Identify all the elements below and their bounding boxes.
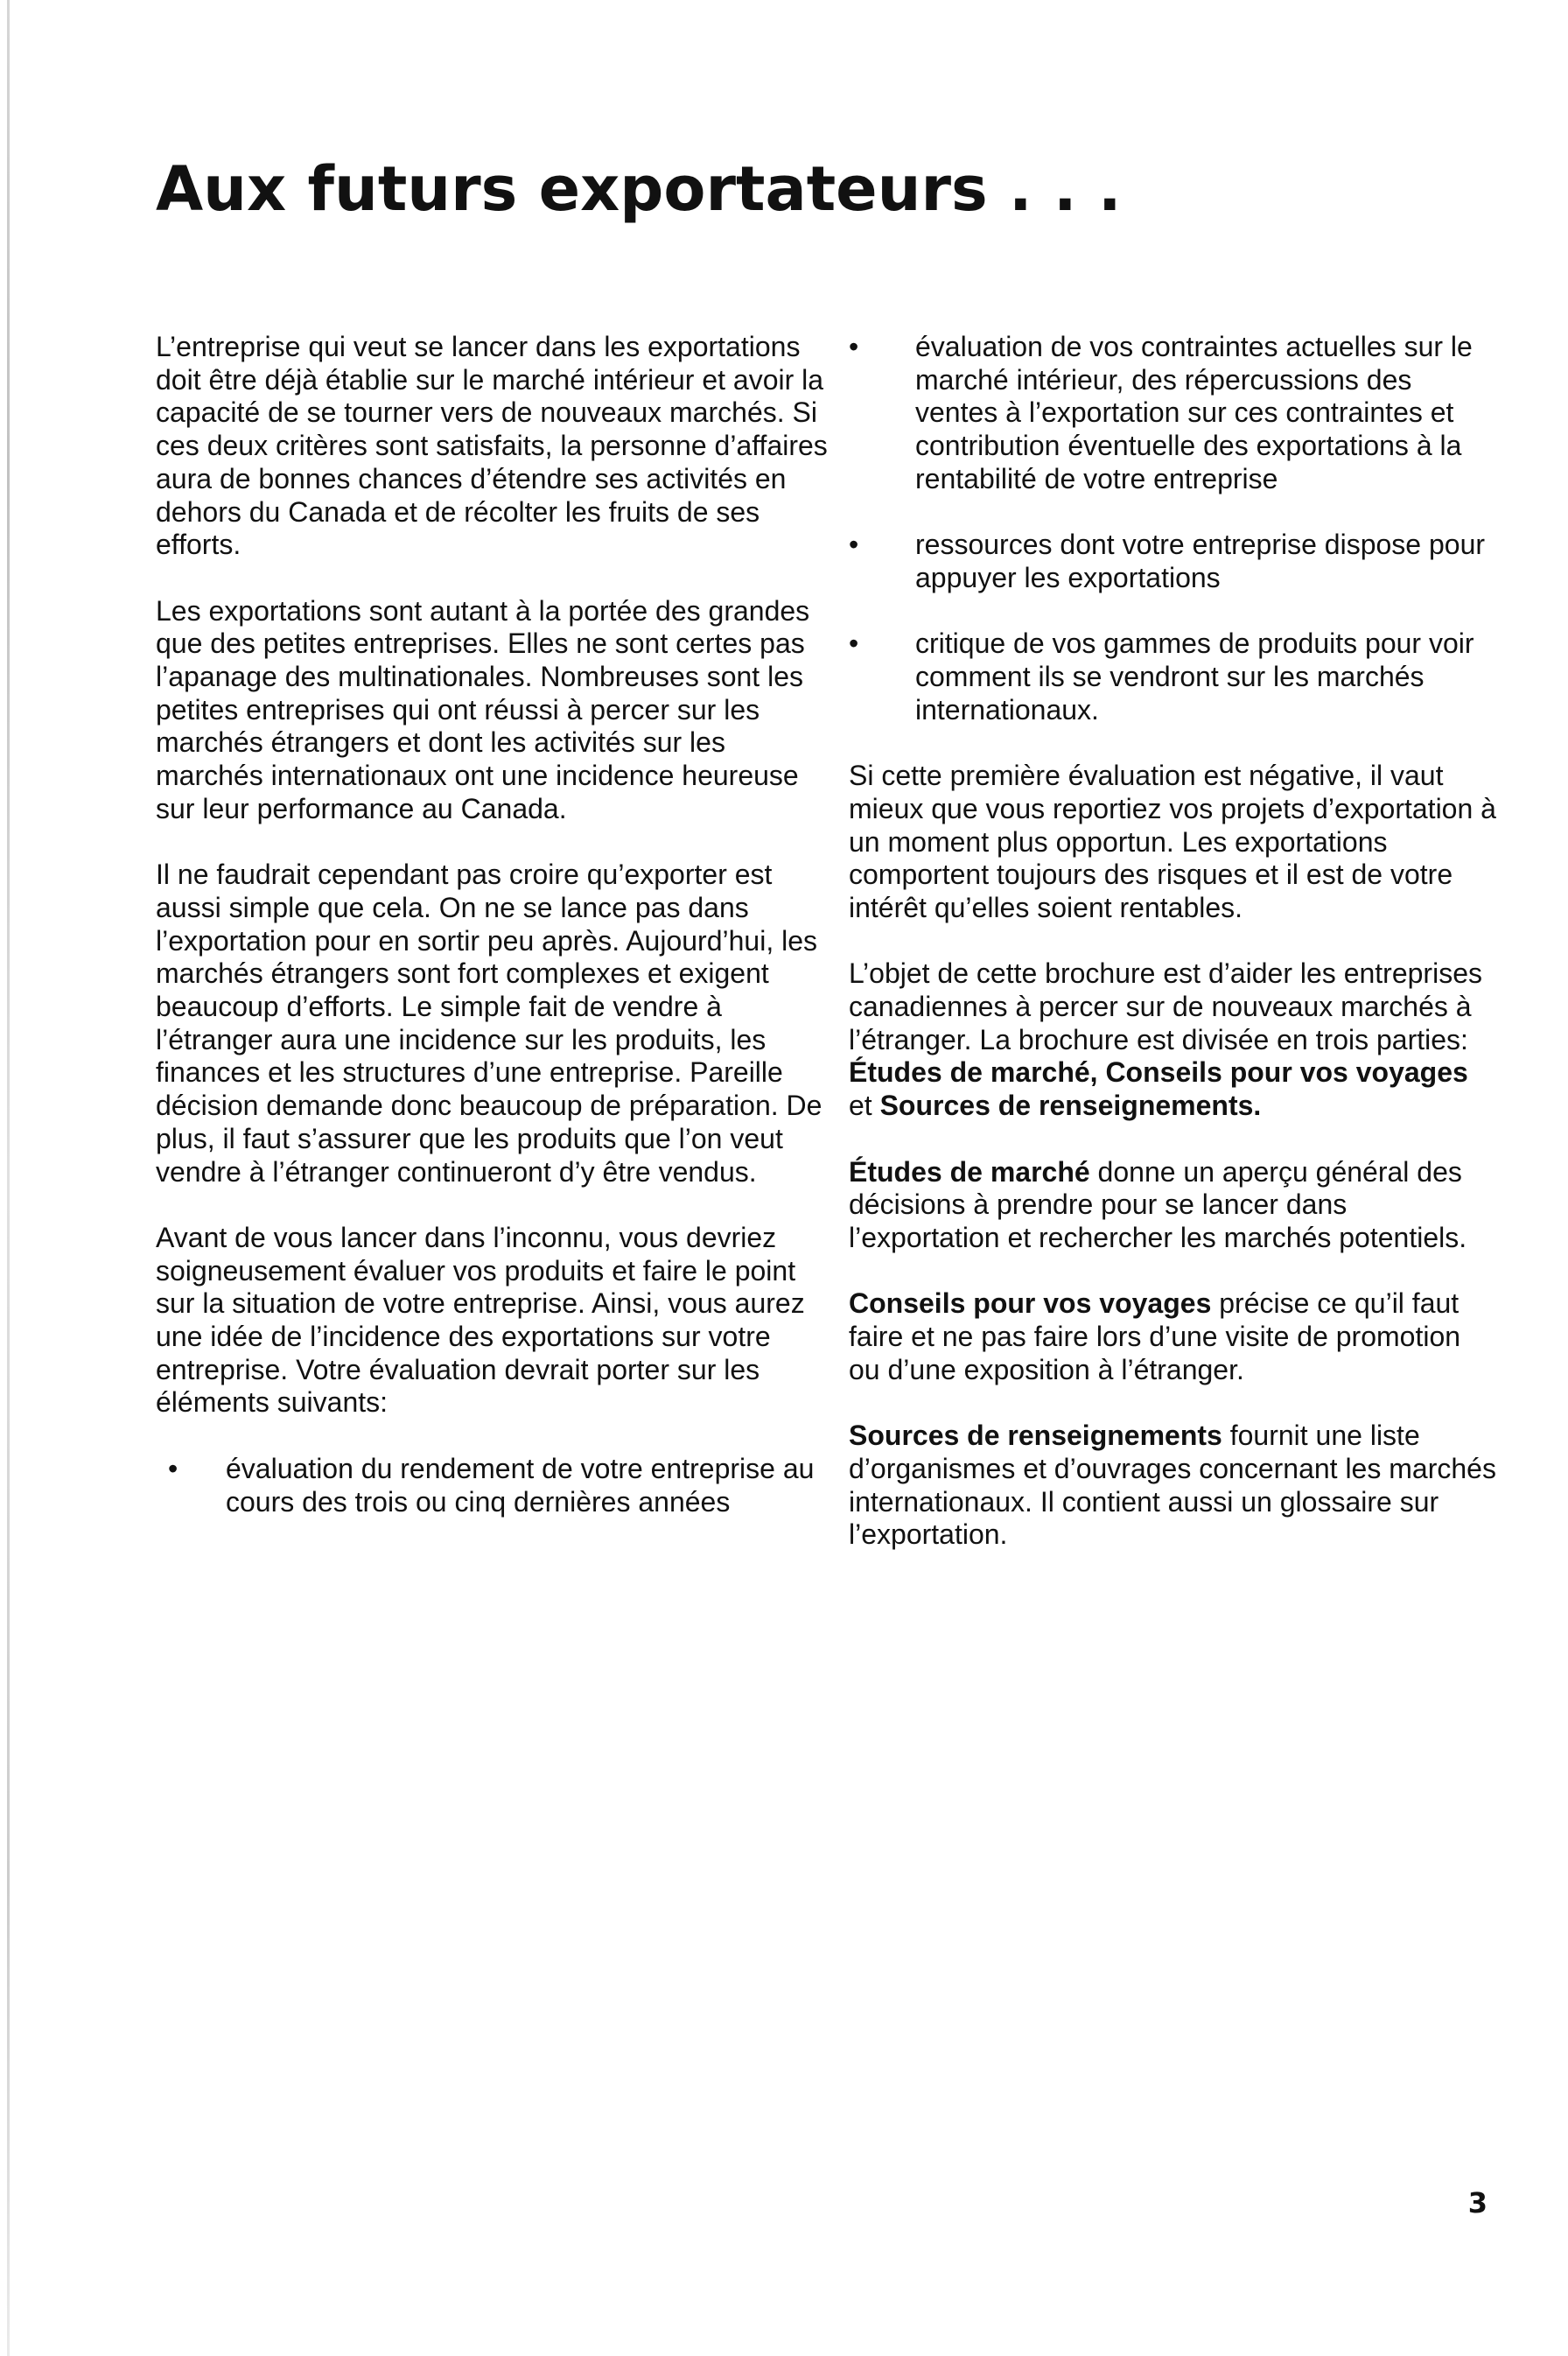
paragraph-evaluation: Avant de vous lancer dans l’inconnu, vous devriez soigneusement évaluer vos produits et faire le point sur la situation de votre entreprise. Ainsi, vous aurez une idée de l’incidence des exportations sur votre entreprise. Votre évaluation devrait porter sur les éléments suivants: bbox=[156, 1221, 805, 1419]
right-column bbox=[849, 331, 1496, 1585]
paragraph-negative-evaluation: Si cette première évaluation est négative, il vaut mieux que vous reportiez vos projets d’exportation à un moment plus opportun. Les exportations comportent toujours des risques et il est de votre intérêt qu’elles soient rentables. bbox=[849, 760, 1496, 923]
bullet-icon: • bbox=[849, 628, 859, 660]
list-item bbox=[849, 331, 1496, 496]
list-item bbox=[849, 529, 1496, 594]
travel-tips-heading: Conseils pour vos voyages bbox=[849, 1287, 1212, 1320]
list-item-text: évaluation de vos contraintes actuelles sur le marché intérieur, des répercussions des ventes à l’exportation sur ces contraintes et contribution éventuelle des exportations à la rentabilité de votre entreprise bbox=[915, 331, 1473, 494]
bullet-icon: • bbox=[168, 1452, 178, 1484]
list-item-text: ressources dont votre entreprise dispose pour appuyer les exportations bbox=[915, 529, 1486, 593]
brochure-purpose-text: L’objet de cette brochure est d’aider les entreprises canadiennes à percer sur de nouveaux marchés à l’étranger. La brochure est divisée en trois parties: bbox=[849, 957, 1482, 1055]
paragraph-travel-tips bbox=[849, 1287, 1496, 1386]
travel-tips-text: précise ce qu’il faut faire et ne pas faire lors d’une visite de promotion ou d’une exposition à l’étranger. bbox=[849, 1287, 1461, 1385]
left-column bbox=[156, 331, 830, 1552]
evaluation-list-left bbox=[156, 1453, 830, 1518]
information-sources-heading: Sources de renseignements bbox=[849, 1420, 1222, 1452]
page-title: Aux futurs exportateurs . . . bbox=[156, 153, 1122, 225]
paragraph-brochure-purpose bbox=[849, 957, 1496, 1123]
list-item-text: évaluation du rendement de votre entreprise au cours des trois ou cinq dernières années bbox=[226, 1452, 815, 1518]
paragraph-intro: L’entreprise qui veut se lancer dans les exportations doit être déjà établie sur le marché intérieur et avoir la capacité de se tourner vers de nouveaux marchés. Si ces deux critères sont satisfaits, la personne d’affaires aura de bonnes chances d’étendre ses activités en dehors du Canada et de récolter les fruits de ses efforts. bbox=[156, 331, 828, 561]
paragraph-caution: Il ne faudrait cependant pas croire qu’exporter est aussi simple que cela. On ne se lance pas dans l’exportation pour en sortir peu après. Aujourd’hui, les marchés étrangers sont fort complexes et exigent beaucoup d’efforts. Le simple fait de vendre à l’étranger aura une incidence sur les produits, les finances et les structures d’une entreprise. Pareille décision demande donc beaucoup de préparation. De plus, il faut s’assurer que les produits que l’on veut vendre à l’étranger continueront d’y être vendus. bbox=[156, 859, 822, 1188]
bullet-icon: • bbox=[849, 529, 859, 561]
list-item bbox=[156, 1453, 830, 1518]
bullet-icon: • bbox=[849, 331, 859, 362]
conjunction-text: et bbox=[849, 1090, 880, 1122]
list-item bbox=[849, 628, 1496, 726]
information-sources-text: fournit une liste d’organismes et d’ouvrages concernant les marchés internationaux. Il contient aussi un glossaire sur l’exportation. bbox=[849, 1420, 1496, 1551]
market-studies-text: donne un aperçu général des décisions à prendre pour se lancer dans l’exportation et rechercher les marchés potentiels. bbox=[849, 1155, 1467, 1253]
scan-edge bbox=[7, 0, 10, 2356]
page-number: 3 bbox=[1467, 2186, 1488, 2219]
paragraph-information-sources bbox=[849, 1420, 1496, 1552]
section-name-bold: Sources de renseignements. bbox=[879, 1090, 1262, 1122]
paragraph-small-business: Les exportations sont autant à la portée des grandes que des petites entreprises. Elles ne sont certes pas l’apanage des multinationales. Nombreuses sont les petites entreprises qui ont réussi à percer sur les marchés étrangers et dont les activités sur les marchés internationaux ont une incidence heureuse sur leur performance au Canada. bbox=[156, 594, 810, 824]
section-names-bold: Études de marché, Conseils pour vos voyages bbox=[849, 1056, 1468, 1089]
evaluation-list-right bbox=[849, 331, 1496, 726]
market-studies-heading: Études de marché bbox=[849, 1155, 1090, 1188]
list-item-text: critique de vos gammes de produits pour voir comment ils se vendront sur les marchés internationaux. bbox=[915, 628, 1474, 726]
paragraph-market-studies bbox=[849, 1156, 1496, 1255]
